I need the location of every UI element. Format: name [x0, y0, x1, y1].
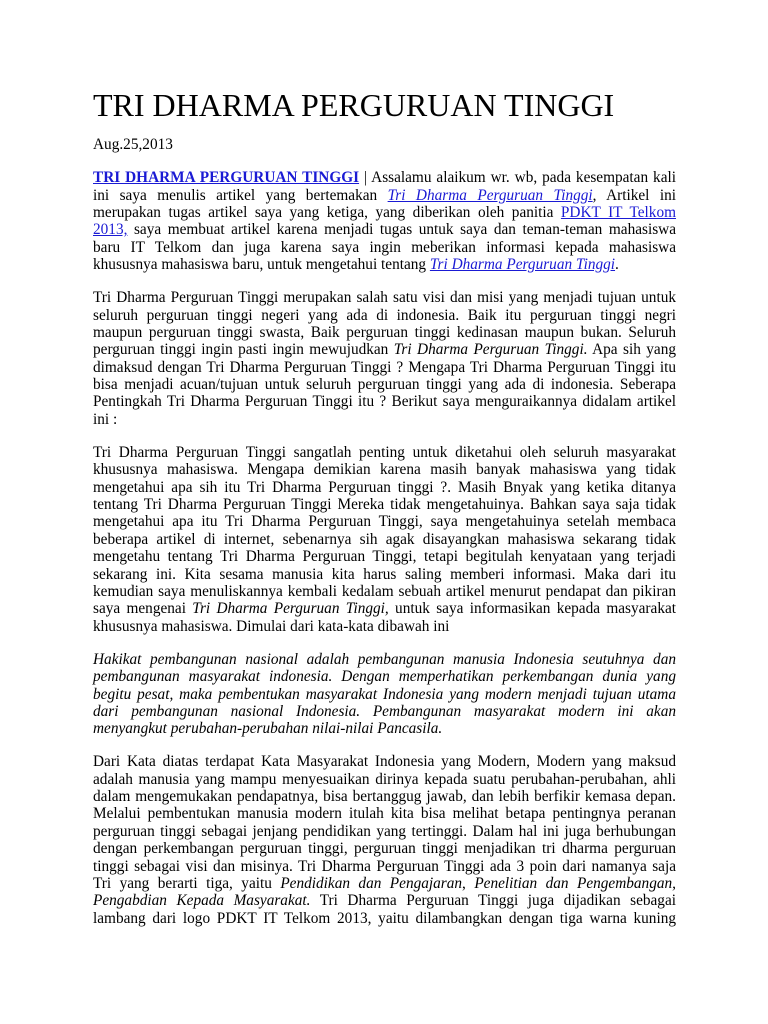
paragraph: [93, 169, 676, 273]
text-line: [93, 892, 676, 909]
text-line: [93, 703, 676, 720]
page-title: TRI DHARMA PERGURUAN TINGGI: [93, 87, 615, 123]
text-run: bisa menjadi acuan/tujuan untuk seluruh perguruan tinggi yang ada di indonesia. Seberapa: [93, 376, 676, 394]
text-run: mengetahui apa sih itu Tri Dharma Perguruan tinggi ?. Masih Bnyak yang ketika ditanya: [93, 478, 676, 496]
text-line: [93, 823, 676, 840]
text-line: [93, 411, 676, 428]
article-link[interactable]: Tri Dharma Perguruan Tinggi: [387, 186, 593, 204]
italic-text: Tri Dharma Perguruan Tinggi.: [393, 341, 588, 359]
text-run: pembangunan masyarakat indonesia. Dengan memperhatikan perkembangan dunia yang: [93, 668, 676, 686]
text-line: [93, 583, 676, 600]
text-run: ini :: [93, 410, 118, 428]
text-run: Pentingkah Tri Dharma Perguruan Tinggi itu ? Berikut saya menguraikannya didalam artikel: [93, 393, 676, 411]
text-line: [93, 618, 676, 635]
italic-text: Penelitian dan Pengembangan,: [474, 875, 676, 893]
text-run: menyangkut perubahan-perubahan nilai-nilai Pancasila.: [93, 720, 443, 738]
text-line: [93, 444, 676, 461]
text-run: , Artikel ini: [592, 186, 676, 204]
text-run: tinggi sebagai visi dan misinya. Tri Dharma Perguruan Tinggi ada 3 poin dari namanya saja: [93, 857, 676, 875]
text-run: begitu pesat, maka pembentukan masyarakat Indonesia yang modern menjadi tujuan utama: [93, 685, 676, 703]
text-run: merupakan tugas artikel saya yang ketiga, yang diberikan oleh panitia: [93, 203, 561, 221]
text-run: adalah manusia yang mampu menyesuaikan dirinya kepada suatu perubahan-perubahan, ahli: [93, 770, 676, 788]
text-run: mengetahui apa itu Tri Dharma Perguruan Tinggi, saya mengetahuinya setelah membaca: [93, 513, 676, 531]
text-run: mengetahu tentang Tri Dharma Perguruan Tinggi, tetapi begitulah kenyataan yang terjadi: [93, 548, 676, 566]
text-run: dalam mengemukakan pendapatnya, bisa bertanggug jawab, dan lebih berfikir kemasa depan.: [93, 788, 676, 806]
text-run: Melalui pembentukan manusia modern itulah kita bisa melihat betapa pentingnya peranan: [93, 805, 676, 823]
text-line: [93, 461, 676, 478]
paragraph: [93, 444, 676, 635]
text-run: Dari Kata diatas terdapat Kata Masyarakat Indonesia yang Modern, Modern yang maksud: [93, 753, 676, 771]
text-run: .: [615, 256, 619, 274]
article-body: [93, 169, 676, 943]
text-line: [93, 479, 676, 496]
article-link[interactable]: PDKT IT Telkom: [560, 203, 676, 221]
text-line: [93, 720, 676, 737]
text-line: [93, 204, 676, 221]
text-line: [93, 496, 676, 513]
text-line: [93, 566, 676, 583]
text-line: [93, 686, 676, 703]
text-line: [93, 788, 676, 805]
text-run: khususnya mahasiswa. Dimulai dari kata-kata dibawah ini: [93, 617, 450, 635]
text-run: seluruh perguruan tinggi negeri yang ada di indonesia. Baik itu perguruan tinggi negri: [93, 306, 676, 324]
text-run: Tri Dharma Perguruan Tinggi merupakan salah satu visi dan misi yang menjadi tujuan untuk: [93, 289, 676, 307]
text-run: Tri Dharma Perguruan Tinggi juga dijadikan sebagai: [310, 892, 676, 910]
text-run: saya membuat artikel karena menjadi tugas untuk saya dan teman-teman mahasiswa: [127, 221, 676, 239]
text-run: kemudian saya menuliskannya kembali kedalam sebuah artikel menurut pendapat dan pikiran: [93, 582, 676, 600]
text-line: [93, 548, 676, 565]
text-run: ,: [462, 875, 475, 893]
text-line: [93, 221, 676, 238]
text-run: Tri yang berarti tiga, yaitu: [93, 875, 281, 893]
paragraph: [93, 753, 676, 927]
title-link[interactable]: TRI DHARMA PERGURUAN TINGGI: [93, 169, 360, 187]
text-line: [93, 805, 676, 822]
text-line: [93, 840, 676, 857]
text-line: [93, 600, 676, 617]
text-line: [93, 324, 676, 341]
text-line: [93, 187, 676, 204]
text-line: [93, 359, 676, 376]
text-line: [93, 169, 676, 186]
text-run: khususnya mahasiswa. Mengapa demikian karena masih banyak mahasiswa yang tidak: [93, 461, 676, 479]
quote-paragraph: [93, 651, 676, 738]
text-line: [93, 393, 676, 410]
text-line: [93, 910, 676, 927]
text-run: dari pembangunan nasional Indonesia. Pembangunan masyarakat modern ini akan: [93, 702, 676, 720]
text-line: [93, 307, 676, 324]
article-link[interactable]: 2013,: [93, 221, 128, 239]
text-run: beberapa artikel di internet, sebenarnya sih agak disayangkan mahasiswa sekarang tidak: [93, 530, 676, 548]
post-date: Aug.25,2013: [93, 136, 173, 153]
text-line: [93, 289, 676, 306]
text-run: | Assalamu alaikum wr. wb, pada kesempatan kali: [359, 169, 676, 187]
text-line: [93, 239, 676, 256]
text-run: saya mengenai: [93, 600, 193, 618]
italic-text: Tri Dharma Perguruan Tinggi,: [192, 600, 389, 618]
text-run: tentang Tri Dharma Perguruan Tinggi Mereka tidak mengetahuinya. Bahkan saya saja tidak: [93, 496, 676, 514]
text-run: lambang dari logo PDKT IT Telkom 2013, yaitu dilambangkan dengan tiga warna kuning: [93, 909, 676, 927]
text-line: [93, 875, 676, 892]
text-run: dimaksud dengan Tri Dharma Perguruan Tinggi ? Mengapa Tri Dharma Perguruan Tinggi itu: [93, 358, 676, 376]
text-run: maupun perguruan tinggi swasta, Baik perguruan tinggi kedinasan maupun bukan. Seluruh: [93, 323, 676, 341]
text-run: dengan perkembangan perguruan tinggi, perguruan tinggi menjadikan tri dharma perguruan: [93, 840, 676, 858]
text-run: Hakikat pembangunan nasional adalah pembangunan manusia Indonesia seutuhnya dan: [93, 650, 676, 668]
article-link[interactable]: Tri Dharma Perguruan Tinggi: [429, 256, 616, 274]
text-line: [93, 531, 676, 548]
text-run: sekarang ini. Kita sesama manusia kita harus saling memberi informasi. Maka dari itu: [93, 565, 676, 583]
text-run: Apa sih yang: [587, 341, 677, 359]
italic-text: Pengabdian Kepada Masyarakat.: [93, 892, 311, 910]
text-run: untuk saya informasikan kepada masyarakat: [388, 600, 677, 618]
text-run: khususnya mahasiswa baru, untuk mengetahui tentang: [93, 256, 430, 274]
italic-text: Pendidikan dan Pengajaran: [280, 875, 463, 893]
text-line: [93, 256, 676, 273]
text-line: [93, 753, 676, 770]
text-line: [93, 858, 676, 875]
text-line: [93, 668, 676, 685]
text-run: perguruan tinggi sebagai jenjang pendidikan yang tertinggi. Dalam hal ini juga berhubungan: [93, 822, 676, 840]
text-run: ini saya menulis artikel yang bertemakan: [93, 186, 388, 204]
paragraph: [93, 289, 676, 428]
text-run: perguruan tinggi ingin pasti ingin mewujudkan: [93, 341, 394, 359]
text-line: [93, 376, 676, 393]
text-line: [93, 651, 676, 668]
text-line: [93, 341, 676, 358]
text-line: [93, 513, 676, 530]
text-run: baru IT Telkom dan juga karena saya ingin meberikan informasi kepada mahasiswa: [93, 238, 676, 256]
text-run: Tri Dharma Perguruan Tinggi sangatlah penting untuk diketahui oleh seluruh masyarakat: [93, 443, 676, 461]
text-line: [93, 771, 676, 788]
